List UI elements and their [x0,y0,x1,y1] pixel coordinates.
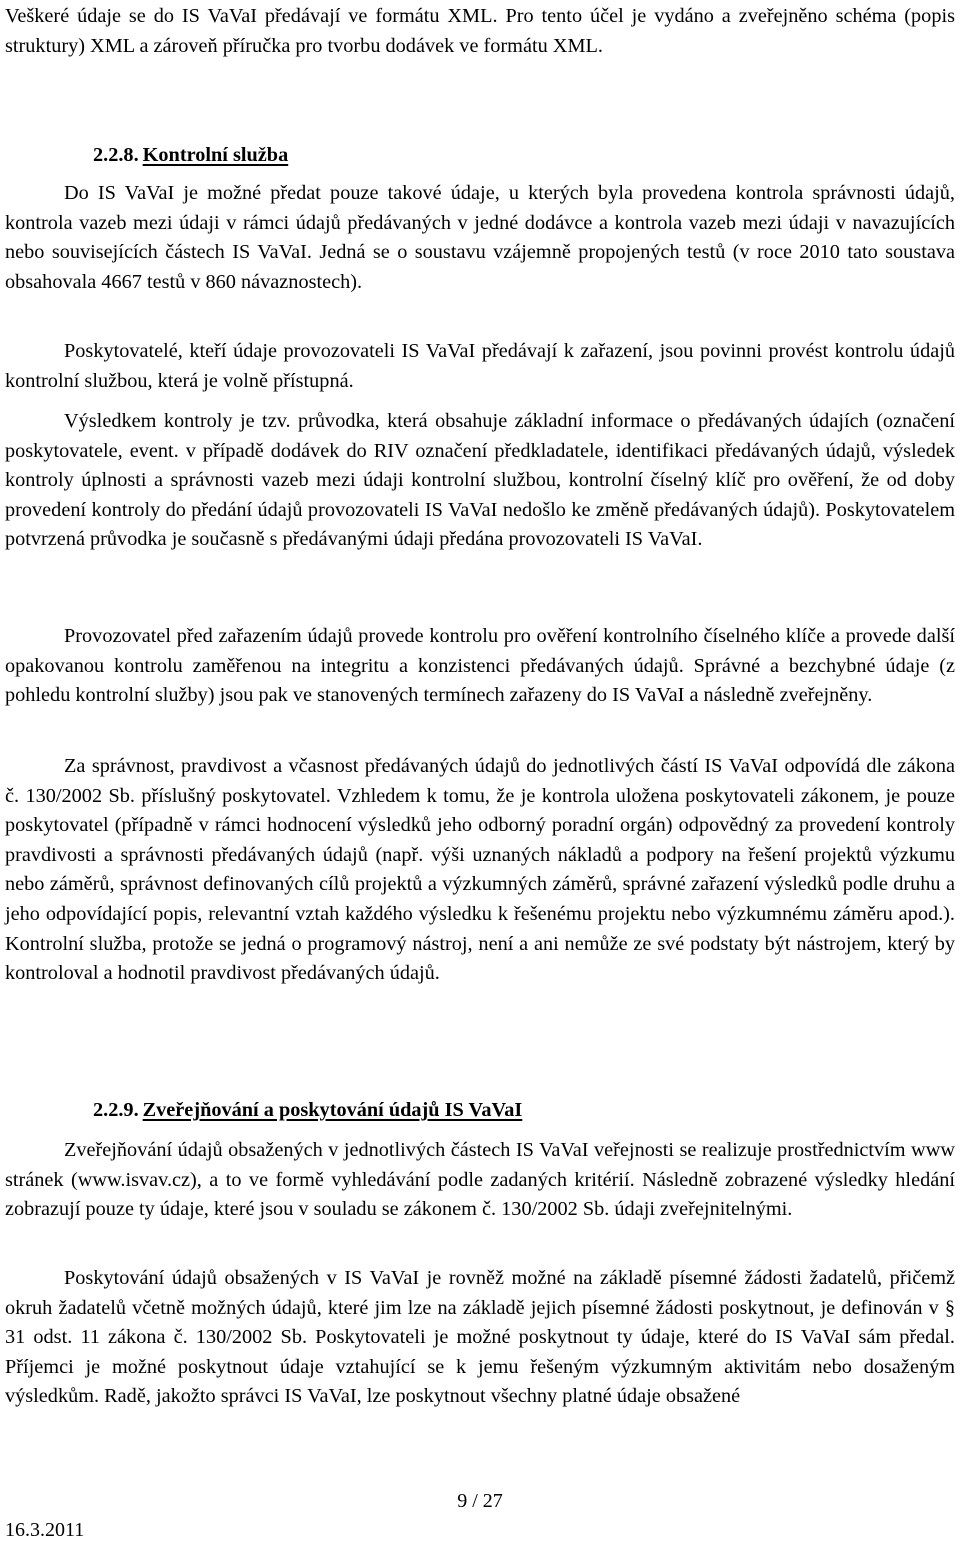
section-number: 2.2.9. [93,1099,139,1121]
paragraph-control-scope: Do IS VaVaI je možné předat pouze takové údaje, u kterých byla provedena kontrola správnosti údajů, kontrola vazeb mezi údaji v rámci údajů předávaných v jedné dodávce a kontrola vazeb mezi údaji v navazujících nebo souvisejících částech IS VaVaI. Jedná se o soustavu vzájemně propojených testů (v roce 2010 tato soustava obsahovala 4667 testů v 860 návaznostech). [5,182,955,293]
paragraph-providers-duty: Poskytovatelé, kteří údaje provozovateli IS VaVaI předávají k zařazení, jsou povinni provést kontrolu údajů kontrolní službou, která je volně přístupná. [5,340,955,392]
section-number: 2.2.8. [93,144,139,166]
paragraph-pruvodka: Výsledkem kontroly je tzv. průvodka, která obsahuje základní informace o předávaných údajích (označení poskytovatele, event. v případě dodávek do RIV označení předkladatele, identifikaci předávaných údajů, výsledek kontroly úplnosti a správnosti vazeb mezi údaji kontrolní službou, kontrolní číselný klíč pro ověření, že od doby provedení kontroly do předání údajů provozovateli IS VaVaI nedošlo ke změně předávaných údajů). Poskytovatelem potvrzená průvodka je současně s předávanými údaji předána provozovateli IS VaVaI. [5,410,955,551]
section-title: Kontrolní služba [142,144,289,166]
section-heading-2-2-8 [93,141,288,171]
section-title: Zveřejňování a poskytování údajů IS VaVaI [142,1099,523,1121]
section-heading-2-2-9 [93,1096,522,1126]
footer-date: 16.3.2011 [5,1519,85,1541]
paragraph-providing-data: Poskytování údajů obsažených v IS VaVaI je rovněž možné na základě písemné žádosti žadatelů, přičemž okruh žadatelů včetně možných údajů, které jim lze na základě jejich písemné žádosti poskytnout, je definován v § 31 odst. 11 zákona č. 130/2002 Sb. Poskytovateli je možné poskytnout ty údaje, které do IS VaVaI sám předal. Příjemci je možné poskytnout údaje vztahující se k jemu řešeným výzkumným aktivitám nebo dosaženým výsledkům. Radě, jakožto správci IS VaVaI, lze poskytnout všechny platné údaje obsažené [5,1267,955,1408]
intro-paragraph: Veškeré údaje se do IS VaVaI předávají ve formátu XML. Pro tento účel je vydáno a zveřejněno schéma (popis struktury) XML a zároveň příručka pro tvorbu dodávek ve formátu XML. [5,5,955,57]
page-number: 9 / 27 [457,1490,503,1512]
paragraph-responsibility: Za správnost, pravdivost a včasnost předávaných údajů do jednotlivých částí IS VaVaI odpovídá dle zákona č. 130/2002 Sb. příslušný poskytovatel. Vzhledem k tomu, že je kontrola uložena poskytovateli zákonem, je pouze poskytovatel (případně v rámci hodnocení výsledků jeho odborný poradní orgán) odpovědný za provedení kontroly pravdivosti a správnosti předávaných údajů (např. výši uznaných nákladů a podpory na řešení projektů výzkumu nebo záměrů, správnost definovaných cílů projektů a výzkumných záměrů, správné zařazení výsledků podle druhu a jeho odpovídající popis, relevantní vztah každého výsledku k řešenému projektu nebo výzkumnému záměru apod.). Kontrolní služba, protože se jedná o programový nástroj, není a ani nemůže ze své podstaty být nástrojem, který by kontroloval a hodnotil pravdivost předávaných údajů. [5,755,955,985]
paragraph-operator-check: Provozovatel před zařazením údajů provede kontrolu pro ověření kontrolního číselného klíče a provede další opakovanou kontrolu zaměřenou na integritu a konzistenci předávaných údajů. Správné a bezchybné údaje (z pohledu kontrolní služby) jsou pak ve stanovených termínech zařazeny do IS VaVaI a následně zveřejněny. [5,625,955,707]
paragraph-publishing: Zveřejňování údajů obsažených v jednotlivých částech IS VaVaI veřejnosti se realizuje prostřednictvím www stránek (www.isvav.cz), a to ve formě vyhledávání podle zadaných kritérií. Následně zobrazené výsledky hledání zobrazují pouze ty údaje, které jsou v souladu se zákonem č. 130/2002 Sb. údaji zveřejnitelnými. [5,1139,955,1221]
